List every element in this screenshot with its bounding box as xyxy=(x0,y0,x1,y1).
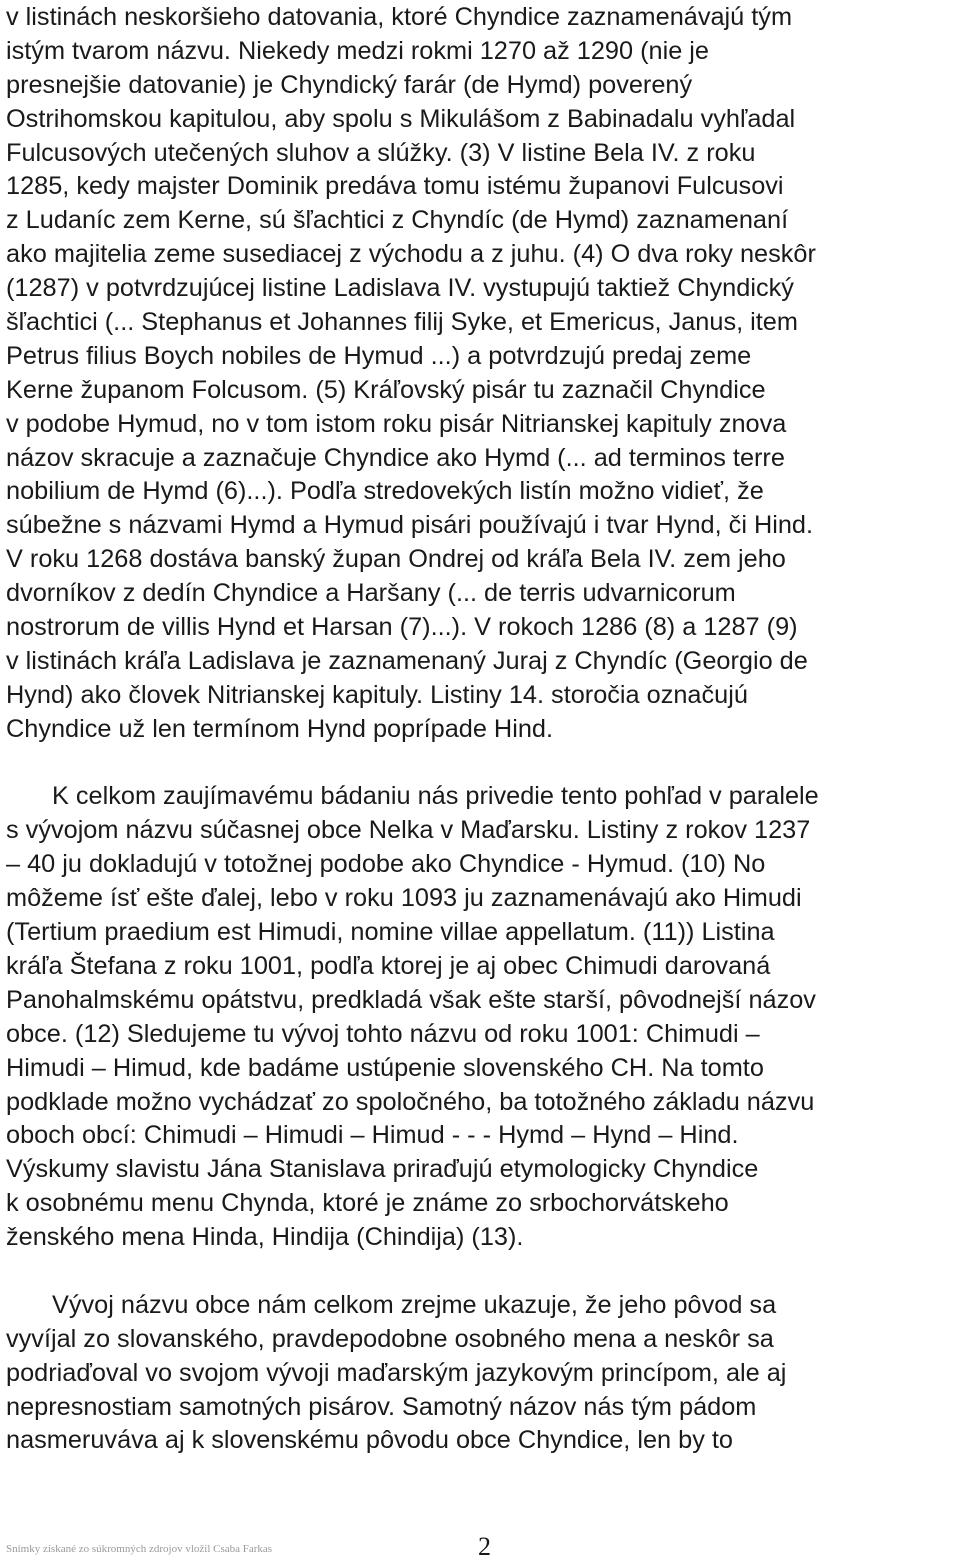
text-line: podklade možno vychádzať zo spoločného, ba totožného základu názvu xyxy=(6,1087,815,1116)
text-line: presnejšie datovanie) je Chyndický farár (de Hymd) poverený xyxy=(6,70,693,99)
text-line: Fulcusových utečených sluhov a slúžky. (3) V listine Bela IV. z roku xyxy=(6,138,756,167)
paragraph-1 xyxy=(6,1,956,747)
text-line: K celkom zaujímavému bádaniu nás privedie tento pohľad v paralele xyxy=(52,782,819,811)
text-line: istým tvarom názvu. Niekedy medzi rokmi 1270 až 1290 (nie je xyxy=(6,36,709,65)
text-line: Vývoj názvu obce nám celkom zrejme ukazuje, že jeho pôvod sa xyxy=(52,1290,777,1319)
text-line: súbežne s názvami Hymd a Hymud pisári používajú i tvar Hynd, či Hind. xyxy=(6,511,814,540)
paragraph-spacer xyxy=(6,747,956,781)
text-line: v listinách kráľa Ladislava je zaznamenaný Juraj z Chyndíc (Georgio de xyxy=(6,646,808,675)
text-line: ako majitelia zeme susediacej z východu a z juhu. (4) O dva roky neskôr xyxy=(6,240,816,269)
text-line: s vývojom názvu súčasnej obce Nelka v Maďarsku. Listiny z rokov 1237 xyxy=(6,816,811,845)
text-line: v listinách neskoršieho datovania, ktoré Chyndice zaznamenávajú tým xyxy=(6,3,793,31)
text-line: kráľa Štefana z roku 1001, podľa ktorej je aj obec Chimudi darovaná xyxy=(6,951,771,980)
document-body xyxy=(6,1,956,1458)
text-line: názov skracuje a zaznačuje Chyndice ako Hymd (... ad terminos terre xyxy=(6,443,785,472)
text-line: (1287) v potvrdzujúcej listine Ladislava IV. vystupujú taktiež Chyndický xyxy=(6,274,794,303)
text-line: Panohalmskému opátstvu, predkladá však ešte starší, pôvodnejší názov xyxy=(6,985,816,1014)
text-line: oboch obcí: Chimudi – Himudi – Himud - - - Hymd – Hynd – Hind. xyxy=(6,1121,739,1150)
text-line: k osobnému menu Chynda, ktoré je známe zo srbochorvátskeho xyxy=(6,1189,729,1218)
text-line: (Tertium praedium est Himudi, nomine villae appellatum. (11)) Listina xyxy=(6,918,775,947)
text-line: obce. (12) Sledujeme tu vývoj tohto názvu od roku 1001: Chimudi – xyxy=(6,1019,760,1048)
text-line: nobilium de Hymd (6)...). Podľa stredovekých listín možno vidieť, že xyxy=(6,477,764,506)
text-line: 1285, kedy majster Dominik predáva tomu istému županovi Fulcusovi xyxy=(6,172,784,201)
page-number: 2 xyxy=(478,1532,491,1561)
text-line: Hynd) ako človek Nitrianskej kapituly. Listiny 14. storočia označujú xyxy=(6,680,748,709)
text-line: v podobe Hymud, no v tom istom roku pisár Nitrianskej kapituly znova xyxy=(6,409,787,438)
text-line: nepresnostiam samotných pisárov. Samotný názov nás tým pádom xyxy=(6,1392,757,1421)
paragraph-3 xyxy=(6,1289,956,1458)
text-line: Petrus filius Boych nobiles de Hymud ...) a potvrdzujú predaj zeme xyxy=(6,341,752,370)
text-line: Himudi – Himud, kde badáme ustúpenie slovenského CH. Na tomto xyxy=(6,1053,764,1082)
text-line: Chyndice už len termínom Hynd poprípade Hind. xyxy=(6,714,553,743)
text-line: šľachtici (... Stephanus et Johannes filij Syke, et Emericus, Janus, item xyxy=(6,308,798,337)
text-line: Ostrihomskou kapitulou, aby spolu s Mikulášom z Babinadalu vyhľadal xyxy=(6,104,796,133)
text-line: vyvíjal zo slovanského, pravdepodobne osobného mena a neskôr sa xyxy=(6,1324,774,1353)
text-line: nostrorum de villis Hynd et Harsan (7)...). V rokoch 1286 (8) a 1287 (9) xyxy=(6,613,798,642)
text-line: – 40 ju dokladujú v totožnej podobe ako Chyndice - Hymud. (10) No xyxy=(6,850,766,879)
text-line: z Ludaníc zem Kerne, sú šľachtici z Chyndíc (de Hymd) zaznamenaní xyxy=(6,206,789,235)
text-line: ženského mena Hinda, Hindija (Chindija) (13). xyxy=(6,1223,524,1252)
text-line: V roku 1268 dostáva banský župan Ondrej od kráľa Bela IV. zem jeho xyxy=(6,545,786,574)
paragraph-spacer xyxy=(6,1255,956,1289)
text-line: podriaďoval vo svojom vývoji maďarským jazykovým princípom, ale aj xyxy=(6,1358,787,1387)
text-line: Výskumy slavistu Jána Stanislava priraďujú etymologicky Chyndice xyxy=(6,1155,759,1184)
paragraph-2 xyxy=(6,780,956,1254)
footer-note: Snímky získané zo súkromných zdrojov vložil Csaba Farkas xyxy=(6,1543,273,1555)
text-line: dvorníkov z dedín Chyndice a Haršany (... de terris udvarnicorum xyxy=(6,579,736,608)
text-line: nasmeruváva aj k slovenskému pôvodu obce Chyndice, len by to xyxy=(6,1426,733,1455)
text-line: Kerne županom Folcusom. (5) Kráľovský pisár tu zaznačil Chyndice xyxy=(6,375,766,404)
text-line: môžeme ísť ešte ďalej, lebo v roku 1093 ju zaznamenávajú ako Himudi xyxy=(6,884,802,913)
